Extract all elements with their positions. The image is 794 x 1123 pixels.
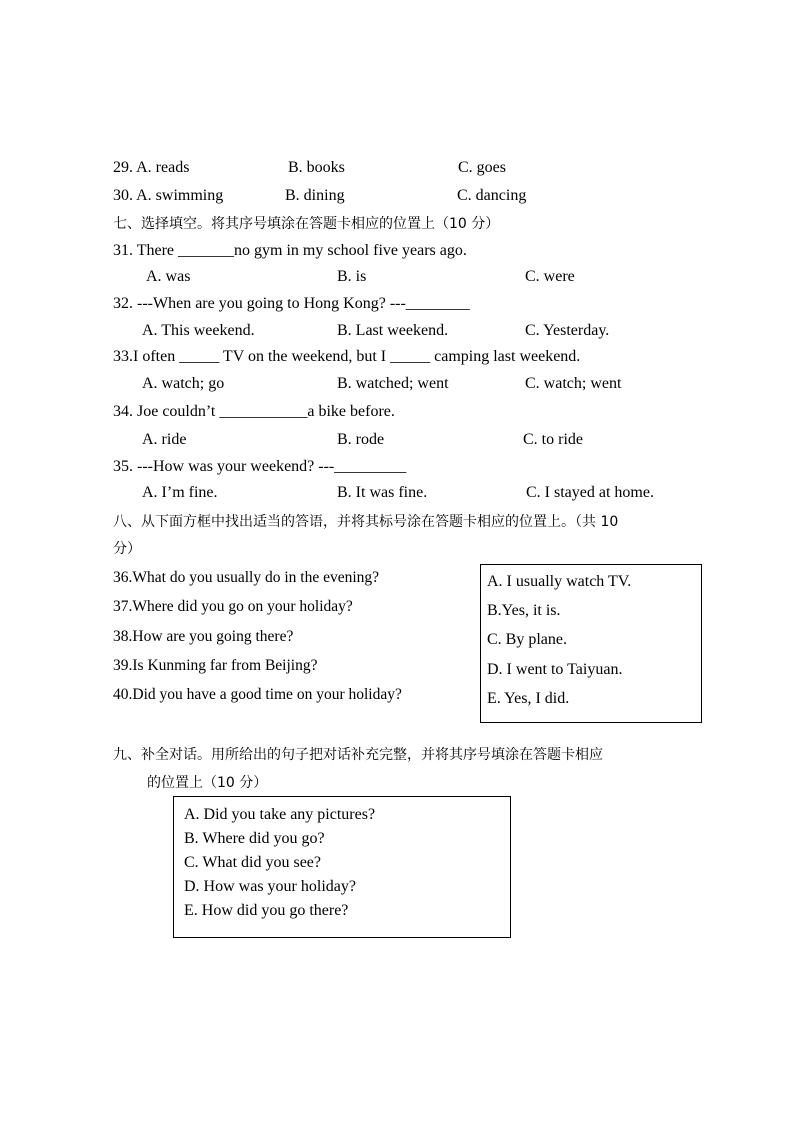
- section8-title-line2: 分）: [113, 541, 141, 557]
- q31-option-a: A. was: [146, 268, 191, 285]
- section8-answer-e: E. Yes, I did.: [487, 690, 570, 707]
- q35-option-a: A. I’m fine.: [142, 484, 218, 501]
- q33-option-c: C. watch; went: [525, 375, 622, 392]
- q32-stem: 32. ---When are you going to Hong Kong? ---________: [113, 295, 470, 312]
- section9-option-c: C. What did you see?: [184, 854, 322, 871]
- q35-option-b: B. It was fine.: [337, 484, 428, 501]
- section9-title-line1: 九、补全对话。用所给出的句子把对话补充完整，并将其序号填涂在答题卡相应: [113, 747, 603, 763]
- q35-stem: 35. ---How was your weekend? ---_________: [113, 458, 407, 475]
- section7-title: 七、选择填空。将其序号填涂在答题卡相应的位置上（10 分）: [113, 216, 500, 232]
- section9-option-e: E. How did you go there?: [184, 902, 349, 919]
- q31-option-b: B. is: [337, 268, 367, 285]
- q34-stem: 34. Joe couldn’t ___________a bike before.: [113, 403, 395, 420]
- q34-option-c: C. to ride: [523, 431, 583, 448]
- section8-question-38: 38.How are you going there?: [113, 628, 294, 645]
- section8-answer-d: D. I went to Taiyuan.: [487, 661, 623, 678]
- q29-option-c: C. goes: [458, 159, 506, 176]
- section9-title-line2: 的位置上（10 分）: [147, 775, 268, 791]
- section8-title-line1: 八、从下面方框中找出适当的答语，并将其标号涂在答题卡相应的位置上。（共 10: [113, 514, 619, 530]
- section9-option-d: D. How was your holiday?: [184, 878, 356, 895]
- q34-option-b: B. rode: [337, 431, 385, 448]
- q31-option-c: C. were: [525, 268, 575, 285]
- q32-option-b: B. Last weekend.: [337, 322, 449, 339]
- section8-question-36: 36.What do you usually do in the evening?: [113, 569, 380, 586]
- q32-option-c: C. Yesterday.: [525, 322, 610, 339]
- q30-option-c: C. dancing: [457, 187, 527, 204]
- q33-option-b: B. watched; went: [337, 375, 449, 392]
- section9-option-a: A. Did you take any pictures?: [184, 806, 376, 823]
- q33-option-a: A. watch; go: [142, 375, 225, 392]
- section8-question-37: 37.Where did you go on your holiday?: [113, 598, 353, 615]
- section8-answer-b: B.Yes, it is.: [487, 602, 561, 619]
- q31-stem: 31. There _______no gym in my school five years ago.: [113, 242, 467, 259]
- q35-option-c: C. I stayed at home.: [526, 484, 654, 501]
- q29-option-a: 29. A. reads: [113, 159, 190, 176]
- section8-question-40: 40.Did you have a good time on your holiday?: [113, 686, 402, 703]
- q30-option-a: 30. A. swimming: [113, 187, 224, 204]
- q34-option-a: A. ride: [142, 431, 187, 448]
- section8-question-39: 39.Is Kunming far from Beijing?: [113, 657, 318, 674]
- q29-option-b: B. books: [288, 159, 345, 176]
- section8-answer-c: C. By plane.: [487, 631, 567, 648]
- q30-option-b: B. dining: [285, 187, 345, 204]
- q33-stem: 33.I often _____ TV on the weekend, but I _____ camping last weekend.: [113, 348, 581, 365]
- section8-answer-a: A. I usually watch TV.: [487, 573, 632, 590]
- section9-option-b: B. Where did you go?: [184, 830, 325, 847]
- q32-option-a: A. This weekend.: [142, 322, 255, 339]
